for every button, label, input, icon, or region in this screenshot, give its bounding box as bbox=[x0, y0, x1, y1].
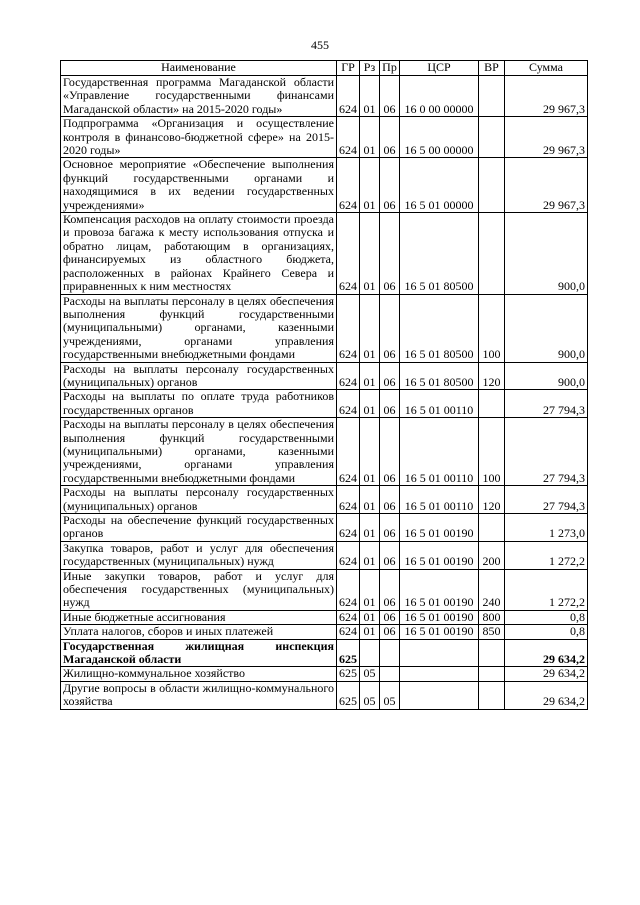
row-csr-cell bbox=[400, 639, 479, 667]
row-vr-cell bbox=[479, 117, 505, 158]
table-body bbox=[61, 76, 588, 710]
row-sum-cell: 1 272,2 bbox=[505, 541, 588, 569]
row-name-cell: Расходы на обеспечение функций государственных органов bbox=[61, 514, 337, 542]
row-gr-cell: 624 bbox=[337, 294, 360, 362]
row-gr-cell: 624 bbox=[337, 390, 360, 418]
row-rz-cell: 01 bbox=[360, 362, 380, 390]
row-gr-cell: 624 bbox=[337, 418, 360, 486]
row-csr-cell: 16 5 01 80500 bbox=[400, 362, 479, 390]
row-sum-cell: 0,8 bbox=[505, 625, 588, 639]
table-row bbox=[61, 569, 588, 610]
row-name-cell: Основное мероприятие «Обеспечение выполнения функций государственными органами и находящимися в их ведении государственных учреждениями» bbox=[61, 158, 337, 213]
row-vr-cell bbox=[479, 681, 505, 709]
table-row bbox=[61, 362, 588, 390]
row-rz-cell bbox=[360, 639, 380, 667]
row-sum-cell: 1 272,2 bbox=[505, 569, 588, 610]
row-pr-cell: 06 bbox=[380, 213, 400, 294]
row-pr-cell bbox=[380, 667, 400, 681]
row-gr-cell: 624 bbox=[337, 486, 360, 514]
row-rz-cell: 01 bbox=[360, 418, 380, 486]
table-row bbox=[61, 541, 588, 569]
row-vr-cell bbox=[479, 667, 505, 681]
row-rz-cell: 05 bbox=[360, 667, 380, 681]
row-rz-cell: 01 bbox=[360, 486, 380, 514]
row-sum-cell: 1 273,0 bbox=[505, 514, 588, 542]
row-name-cell: Компенсация расходов на оплату стоимости проезда и провоза багажа к месту использования отпуска и обратно лицам, работающим в организациях, финансируемых из областного бюджета, расположенных в районах Крайнего Севера и приравненных к ним местностях bbox=[61, 213, 337, 294]
row-name-cell: Жилищно-коммунальное хозяйство bbox=[61, 667, 337, 681]
row-pr-cell: 06 bbox=[380, 158, 400, 213]
row-rz-cell: 01 bbox=[360, 76, 380, 117]
row-pr-cell: 06 bbox=[380, 625, 400, 639]
row-sum-cell: 27 794,3 bbox=[505, 390, 588, 418]
row-vr-cell: 100 bbox=[479, 294, 505, 362]
header-pr: Пр bbox=[380, 61, 400, 76]
row-gr-cell: 624 bbox=[337, 610, 360, 624]
row-gr-cell: 624 bbox=[337, 569, 360, 610]
row-pr-cell: 06 bbox=[380, 486, 400, 514]
table-row bbox=[61, 158, 588, 213]
row-gr-cell: 624 bbox=[337, 514, 360, 542]
row-csr-cell: 16 5 01 00110 bbox=[400, 390, 479, 418]
row-vr-cell: 240 bbox=[479, 569, 505, 610]
header-gr: ГР bbox=[337, 61, 360, 76]
row-rz-cell: 01 bbox=[360, 158, 380, 213]
row-rz-cell: 01 bbox=[360, 625, 380, 639]
row-csr-cell: 16 5 01 00190 bbox=[400, 514, 479, 542]
row-gr-cell: 625 bbox=[337, 639, 360, 667]
table-row bbox=[61, 117, 588, 158]
header-name: Наименование bbox=[61, 61, 337, 76]
row-pr-cell: 06 bbox=[380, 514, 400, 542]
row-pr-cell: 06 bbox=[380, 362, 400, 390]
row-pr-cell: 06 bbox=[380, 569, 400, 610]
table-row bbox=[61, 418, 588, 486]
row-gr-cell: 624 bbox=[337, 213, 360, 294]
row-vr-cell bbox=[479, 158, 505, 213]
row-gr-cell: 624 bbox=[337, 625, 360, 639]
row-pr-cell: 06 bbox=[380, 294, 400, 362]
row-csr-cell: 16 5 01 00110 bbox=[400, 486, 479, 514]
row-vr-cell bbox=[479, 514, 505, 542]
table-row bbox=[61, 514, 588, 542]
row-vr-cell bbox=[479, 639, 505, 667]
row-vr-cell: 120 bbox=[479, 486, 505, 514]
row-name-cell: Расходы на выплаты персоналу в целях обеспечения выполнения функций государственными (муниципальными) органами, казенными учреждениями, органами управления государственными внебюджетными фондами bbox=[61, 294, 337, 362]
row-csr-cell: 16 5 01 00190 bbox=[400, 610, 479, 624]
row-rz-cell: 01 bbox=[360, 514, 380, 542]
row-pr-cell: 06 bbox=[380, 541, 400, 569]
row-pr-cell: 06 bbox=[380, 76, 400, 117]
row-pr-cell: 06 bbox=[380, 418, 400, 486]
row-name-cell: Уплата налогов, сборов и иных платежей bbox=[61, 625, 337, 639]
row-name-cell: Другие вопросы в области жилищно-коммунального хозяйства bbox=[61, 681, 337, 709]
row-rz-cell: 01 bbox=[360, 541, 380, 569]
page-number: 455 bbox=[311, 38, 329, 52]
row-rz-cell: 01 bbox=[360, 610, 380, 624]
table-header-row bbox=[61, 61, 588, 76]
table-row bbox=[61, 213, 588, 294]
row-name-cell: Расходы на выплаты персоналу государственных (муниципальных) органов bbox=[61, 362, 337, 390]
row-sum-cell: 900,0 bbox=[505, 213, 588, 294]
table-row bbox=[61, 76, 588, 117]
row-vr-cell: 100 bbox=[479, 418, 505, 486]
row-rz-cell: 05 bbox=[360, 681, 380, 709]
header-vr: ВР bbox=[479, 61, 505, 76]
row-csr-cell: 16 5 01 00190 bbox=[400, 625, 479, 639]
row-gr-cell: 624 bbox=[337, 362, 360, 390]
header-csr: ЦСР bbox=[400, 61, 479, 76]
row-rz-cell: 01 bbox=[360, 569, 380, 610]
row-sum-cell: 29 967,3 bbox=[505, 117, 588, 158]
table-row bbox=[61, 639, 588, 667]
row-csr-cell bbox=[400, 667, 479, 681]
budget-table bbox=[60, 60, 588, 710]
row-sum-cell: 0,8 bbox=[505, 610, 588, 624]
row-gr-cell: 624 bbox=[337, 541, 360, 569]
table-row bbox=[61, 294, 588, 362]
row-gr-cell: 625 bbox=[337, 667, 360, 681]
table-row bbox=[61, 486, 588, 514]
row-csr-cell: 16 5 01 00190 bbox=[400, 569, 479, 610]
row-pr-cell bbox=[380, 639, 400, 667]
header-sum: Сумма bbox=[505, 61, 588, 76]
row-sum-cell: 29 967,3 bbox=[505, 158, 588, 213]
row-csr-cell: 16 5 00 00000 bbox=[400, 117, 479, 158]
row-pr-cell: 06 bbox=[380, 390, 400, 418]
row-gr-cell: 624 bbox=[337, 158, 360, 213]
row-vr-cell: 120 bbox=[479, 362, 505, 390]
row-name-cell: Расходы на выплаты по оплате труда работников государственных органов bbox=[61, 390, 337, 418]
row-csr-cell: 16 5 01 00190 bbox=[400, 541, 479, 569]
row-sum-cell: 29 634,2 bbox=[505, 667, 588, 681]
row-vr-cell: 200 bbox=[479, 541, 505, 569]
row-rz-cell: 01 bbox=[360, 213, 380, 294]
row-pr-cell: 06 bbox=[380, 117, 400, 158]
row-vr-cell bbox=[479, 213, 505, 294]
row-name-cell: Государственная программа Магаданской области «Управление государственными финансами Магаданской области» на 2015-2020 годы» bbox=[61, 76, 337, 117]
row-sum-cell: 29 634,2 bbox=[505, 681, 588, 709]
row-name-cell: Закупка товаров, работ и услуг для обеспечения государственных (муниципальных) нужд bbox=[61, 541, 337, 569]
row-name-cell: Государственная жилищная инспекция Магаданской области bbox=[61, 639, 337, 667]
row-csr-cell: 16 5 01 80500 bbox=[400, 213, 479, 294]
row-vr-cell bbox=[479, 390, 505, 418]
row-pr-cell: 06 bbox=[380, 610, 400, 624]
row-csr-cell bbox=[400, 681, 479, 709]
row-csr-cell: 16 5 01 00110 bbox=[400, 418, 479, 486]
row-csr-cell: 16 0 00 00000 bbox=[400, 76, 479, 117]
row-gr-cell: 624 bbox=[337, 117, 360, 158]
header-rz: Рз bbox=[360, 61, 380, 76]
row-csr-cell: 16 5 01 00000 bbox=[400, 158, 479, 213]
row-pr-cell: 05 bbox=[380, 681, 400, 709]
row-rz-cell: 01 bbox=[360, 117, 380, 158]
row-vr-cell: 800 bbox=[479, 610, 505, 624]
row-sum-cell: 900,0 bbox=[505, 362, 588, 390]
row-name-cell: Иные бюджетные ассигнования bbox=[61, 610, 337, 624]
table-row bbox=[61, 610, 588, 624]
row-sum-cell: 900,0 bbox=[505, 294, 588, 362]
row-vr-cell bbox=[479, 76, 505, 117]
row-vr-cell: 850 bbox=[479, 625, 505, 639]
row-name-cell: Подпрограмма «Организация и осуществление контроля в финансово-бюджетной сфере» на 2015-2020 годы» bbox=[61, 117, 337, 158]
row-name-cell: Иные закупки товаров, работ и услуг для обеспечения государственных (муниципальных) нужд bbox=[61, 569, 337, 610]
row-gr-cell: 624 bbox=[337, 76, 360, 117]
table-row bbox=[61, 681, 588, 709]
row-gr-cell: 625 bbox=[337, 681, 360, 709]
row-sum-cell: 29 634,2 bbox=[505, 639, 588, 667]
row-name-cell: Расходы на выплаты персоналу государственных (муниципальных) органов bbox=[61, 486, 337, 514]
table-row bbox=[61, 667, 588, 681]
row-sum-cell: 27 794,3 bbox=[505, 486, 588, 514]
row-sum-cell: 27 794,3 bbox=[505, 418, 588, 486]
table-row bbox=[61, 390, 588, 418]
table-row bbox=[61, 625, 588, 639]
row-sum-cell: 29 967,3 bbox=[505, 76, 588, 117]
row-name-cell: Расходы на выплаты персоналу в целях обеспечения выполнения функций государственными (муниципальными) органами, казенными учреждениями, органами управления государственными внебюджетными фондами bbox=[61, 418, 337, 486]
row-csr-cell: 16 5 01 80500 bbox=[400, 294, 479, 362]
row-rz-cell: 01 bbox=[360, 390, 380, 418]
row-rz-cell: 01 bbox=[360, 294, 380, 362]
